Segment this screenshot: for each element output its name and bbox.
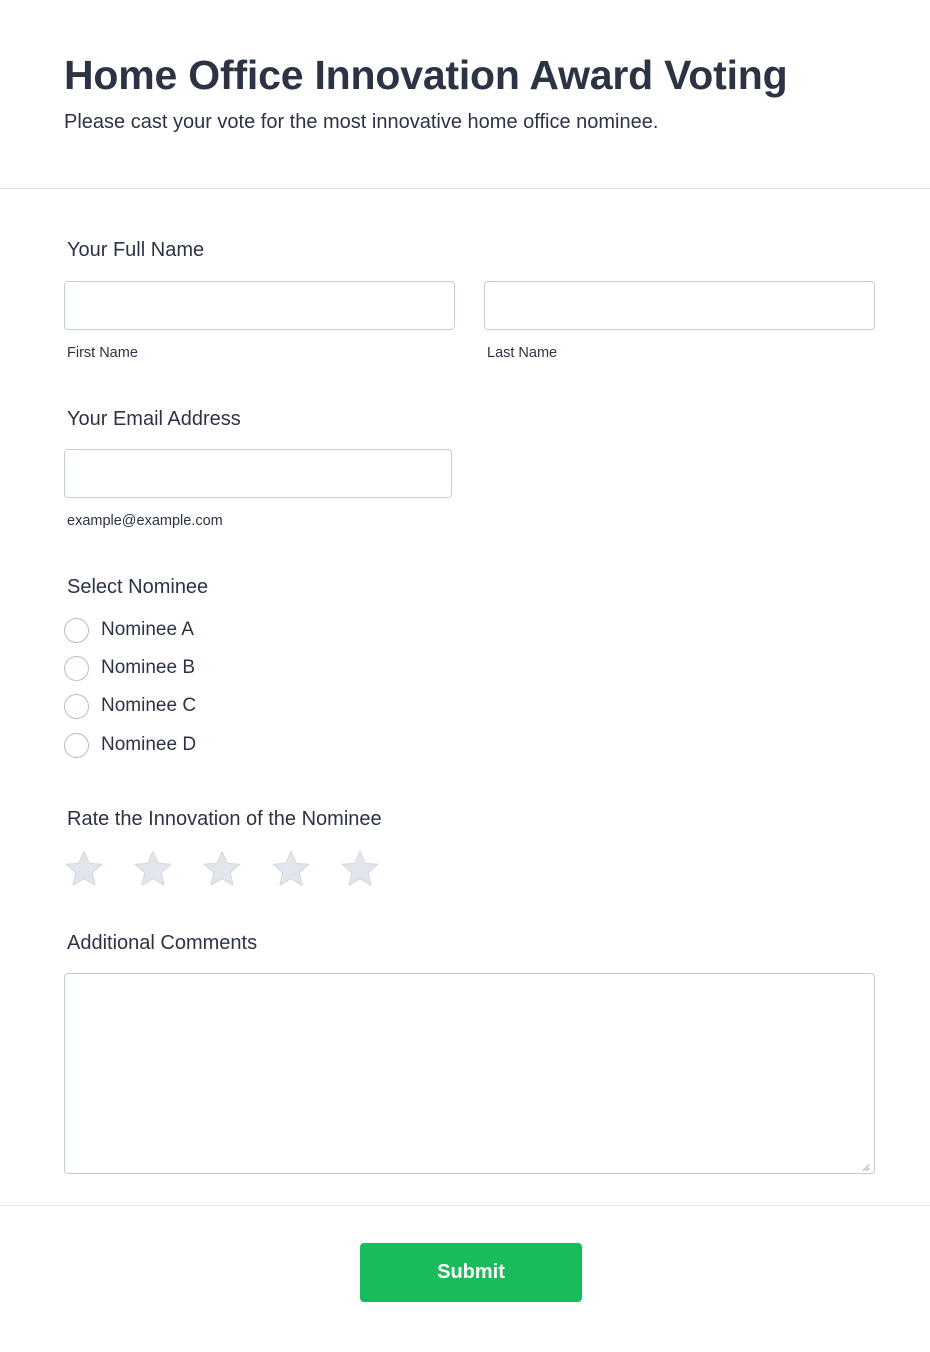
radio-button[interactable] bbox=[64, 618, 89, 643]
star-rating[interactable] bbox=[64, 849, 409, 889]
nominee-option-label: Nominee B bbox=[101, 657, 195, 678]
last-name-input[interactable] bbox=[484, 281, 875, 330]
rating-label: Rate the Innovation of the Nominee bbox=[67, 808, 382, 830]
resize-handle-icon[interactable] bbox=[860, 1159, 870, 1169]
comments-textarea[interactable] bbox=[64, 973, 875, 1174]
page-subtitle: Please cast your vote for the most innovative home office nominee. bbox=[64, 111, 659, 133]
nominee-option-label: Nominee A bbox=[101, 619, 194, 640]
footer-divider bbox=[0, 1205, 930, 1206]
first-name-sublabel: First Name bbox=[67, 345, 138, 361]
first-name-input[interactable] bbox=[64, 281, 455, 330]
radio-button[interactable] bbox=[64, 733, 89, 758]
email-label: Your Email Address bbox=[67, 408, 241, 430]
radio-button[interactable] bbox=[64, 694, 89, 719]
email-input[interactable] bbox=[64, 449, 452, 498]
submit-button[interactable]: Submit bbox=[360, 1243, 582, 1302]
comments-label: Additional Comments bbox=[67, 932, 258, 954]
full-name-label: Your Full Name bbox=[67, 239, 205, 261]
form-header bbox=[0, 0, 930, 189]
star-icon[interactable] bbox=[64, 849, 104, 889]
page-title: Home Office Innovation Award Voting bbox=[64, 52, 788, 98]
nominee-option-b[interactable] bbox=[64, 655, 195, 681]
star-icon[interactable] bbox=[271, 849, 311, 889]
star-icon[interactable] bbox=[202, 849, 242, 889]
email-sublabel: example@example.com bbox=[67, 513, 223, 529]
nominee-option-a[interactable] bbox=[64, 617, 194, 643]
nominee-label: Select Nominee bbox=[67, 576, 209, 598]
nominee-option-c[interactable] bbox=[64, 693, 196, 719]
star-icon[interactable] bbox=[340, 849, 380, 889]
radio-button[interactable] bbox=[64, 656, 89, 681]
nominee-option-label: Nominee D bbox=[101, 734, 197, 755]
last-name-sublabel: Last Name bbox=[487, 345, 558, 361]
nominee-option-label: Nominee C bbox=[101, 695, 197, 716]
nominee-option-d[interactable] bbox=[64, 732, 196, 758]
star-icon[interactable] bbox=[133, 849, 173, 889]
